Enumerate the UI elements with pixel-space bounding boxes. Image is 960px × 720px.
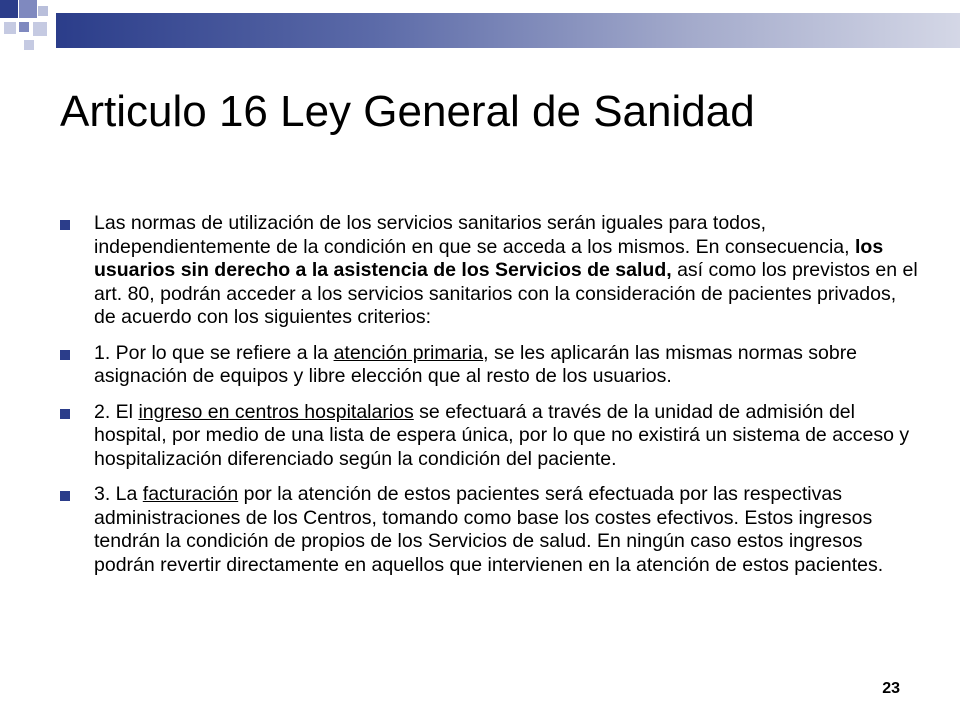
- bullet-text-part: por la atención de estos pacientes será efectuada por las respectivas administraciones de los Centros, tomando como base los costes efectivos. Estos ingresos tendrán la condición de propios de los Servicios de salud. En ningún caso estos ingresos podrán revertir directamente en aquellos que intervienen en la atención de estos pacientes.: [94, 483, 884, 576]
- decor-square: [24, 40, 34, 50]
- bullet-text-part: Las normas de utilización de los servicios sanitarios serán iguales para todos, independientemente de la condición en que se acceda a los mismos. En consecuencia,: [94, 212, 855, 258]
- bullet-square-icon: [60, 342, 94, 360]
- bullet-text-part: , se les aplicarán las mismas normas sobre asignación de equipos y libre elección que al resto de los usuarios.: [94, 341, 858, 387]
- bullet-text: [94, 212, 920, 330]
- decor-square: [4, 22, 16, 34]
- bullet-text: [94, 483, 920, 577]
- bullet-list: [60, 212, 920, 589]
- bullet-text-part: 1. Por lo que se refiere a la: [94, 341, 334, 364]
- decor-square: [38, 6, 48, 16]
- decor-square: [19, 0, 37, 18]
- list-item: [60, 212, 920, 330]
- page-number: 23: [882, 680, 900, 697]
- list-item: [60, 401, 920, 472]
- bullet-text: [94, 342, 920, 389]
- bullet-text-underlined: atención primaria: [333, 341, 484, 364]
- slide-title: Articulo 16 Ley General de Sanidad: [60, 87, 755, 136]
- bullet-square-icon: [60, 212, 94, 230]
- bullet-text-bold: los usuarios sin derecho a la asistencia de los Servicios de salud,: [94, 235, 884, 281]
- bullet-text-part: 2. El: [94, 400, 139, 423]
- decor-square: [0, 0, 18, 18]
- list-item: [60, 483, 920, 577]
- list-item: [60, 342, 920, 389]
- bullet-text-part: así como los previstos en el art. 80, podrán acceder a los servicios sanitarios con la consideración de pacientes privados, de acuerdo con los siguientes criterios:: [94, 259, 918, 328]
- bullet-text-part: se efectuará a través de la unidad de admisión del hospital, por medio de una lista de espera única, por lo que no existirá un sistema de acceso y hospitalización diferenciado según la condición del paciente.: [94, 400, 910, 470]
- decor-square: [33, 22, 47, 36]
- bullet-text-underlined: facturación: [142, 483, 239, 505]
- bullet-text-part: 3. La: [94, 483, 143, 505]
- header-gradient-band: [56, 13, 960, 48]
- bullet-text-underlined: ingreso en centros hospitalarios: [138, 400, 414, 423]
- decor-square: [19, 22, 29, 32]
- bullet-text: [94, 401, 920, 472]
- bullet-square-icon: [60, 483, 94, 501]
- bullet-square-icon: [60, 401, 94, 419]
